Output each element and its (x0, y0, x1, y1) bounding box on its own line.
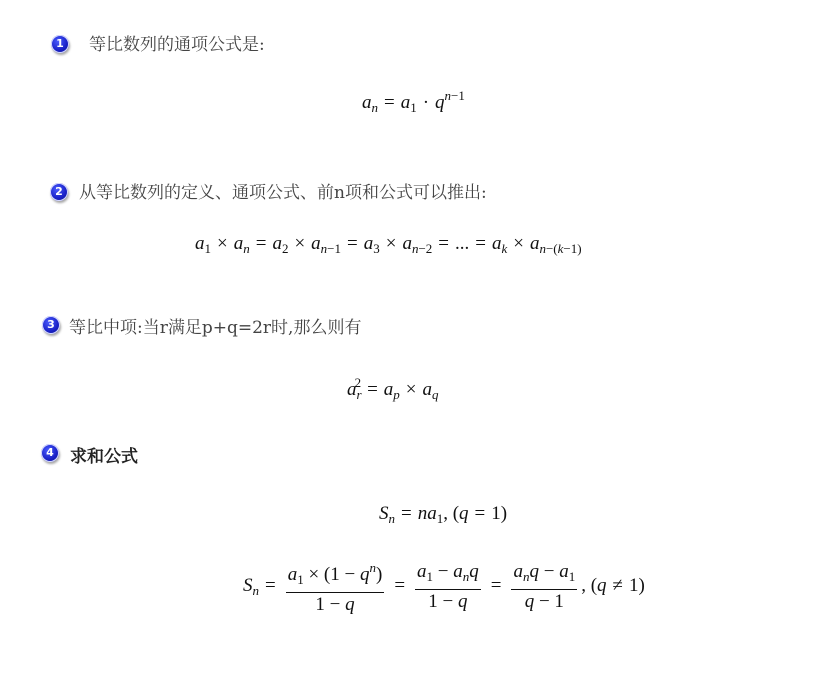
item-2-heading: 从等比数列的定义、通项公式、前n项和公式可以推出: (79, 183, 487, 203)
number-badge-2-icon: 2 (50, 183, 68, 201)
formula-general-term: $a_n = a_1 \cdot q^{n-1}$ (362, 88, 465, 115)
number-badge-3-icon: 3 (42, 316, 60, 334)
formula-sum-q-not-1: $S_n$ = $\frac{a_1 \times (1 - q^n)}{1 - q}$ = $\frac{a_1 - a_nq}{1 - q}$ = $\frac{a_nq - a_1}{q - 1}$ , (q ≠ 1) (243, 556, 645, 617)
item-1-heading: 等比数列的通项公式是: (89, 35, 265, 55)
formula-geometric-mean: $a_r^2 = a_p \times a_q$ (347, 375, 439, 402)
formula-product-property: $a_1 \times a_n = a_2 \times a_{n-1} = a_3 \times a_{n-2}$ = ... = $a_k \times a_{n-(k-1)}$ (195, 233, 582, 256)
item-4-heading: 求和公式 (70, 447, 138, 467)
number-badge-4-icon: 4 (41, 444, 59, 462)
number-badge-1-icon: 1 (51, 35, 69, 53)
item-3-heading: 等比中项:当r满足p+q=2r时,那么则有 (69, 318, 362, 338)
formula-sum-q-equals-1: $S_n = na_1$, (q = 1) (379, 503, 508, 526)
